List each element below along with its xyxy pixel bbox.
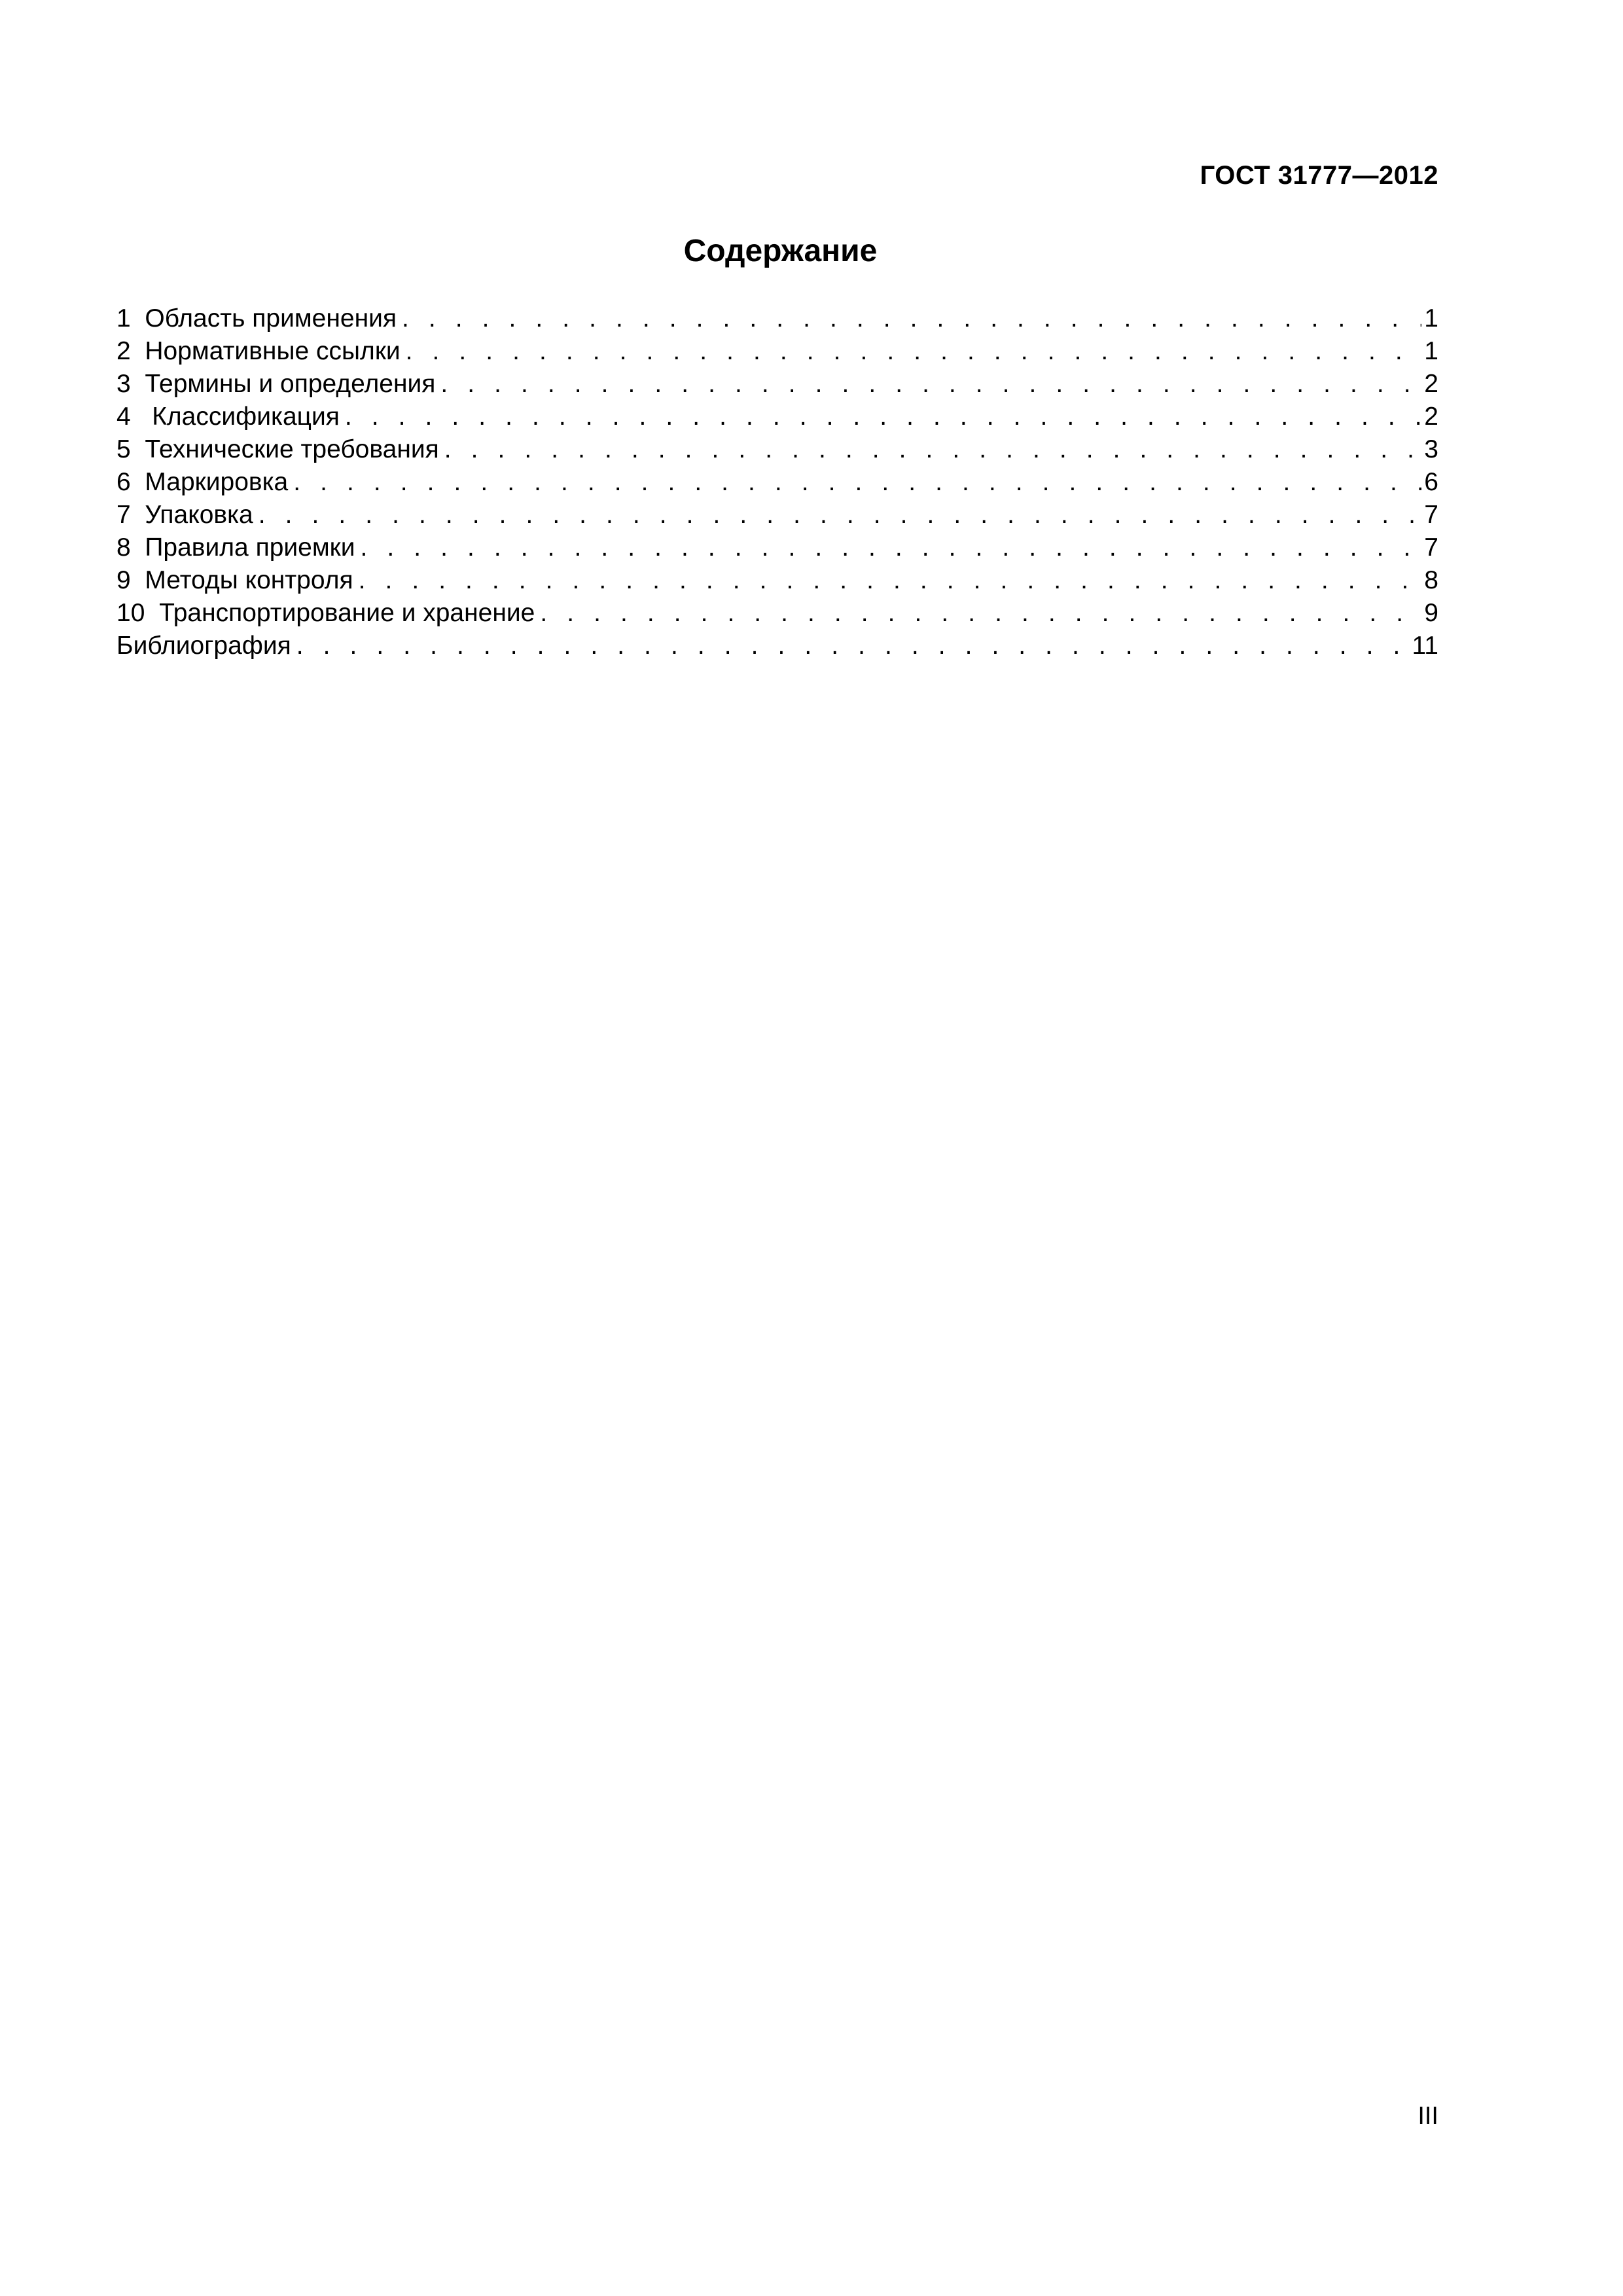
toc-entry-page: 11 [1412,632,1438,660]
toc-entry[interactable] [116,335,1438,368]
toc-dot-leader [444,433,1422,466]
page-number: III [1418,2102,1438,2130]
toc-entry-number: 3 [116,370,145,398]
toc-entry[interactable] [116,368,1438,401]
toc-entry[interactable] [116,531,1438,564]
toc-entry-label: Область применения [145,304,397,332]
toc-entry-page: 7 [1424,533,1438,562]
toc-entry-label: Библиография [116,632,291,660]
toc-entry-label: Правила приемки [145,533,355,562]
toc-dot-leader [402,302,1421,335]
toc-dot-leader [361,531,1422,564]
toc-entry[interactable] [116,499,1438,531]
toc-entry-number: 8 [116,533,145,562]
toc-entry-page: 9 [1424,599,1438,627]
toc-entry-label: Нормативные ссылки [145,337,401,365]
toc-entry-number: 9 [116,566,145,594]
toc-entry-label: Упаковка [145,501,253,529]
toc-dot-leader [440,368,1421,401]
toc-entry[interactable] [116,302,1438,335]
toc-entry[interactable] [116,401,1438,433]
toc-entry-page: 8 [1424,566,1438,594]
toc-entry[interactable] [116,433,1438,466]
toc-entry-number: 10 [116,599,160,627]
toc-entry-number: 2 [116,337,145,365]
toc-dot-leader [293,466,1421,499]
toc-entry-label: Транспортирование и хранение [159,599,535,627]
toc-entry[interactable] [116,630,1438,662]
toc-entry-number: 5 [116,435,145,463]
toc-dot-leader [259,499,1422,531]
toc-dot-leader [540,597,1421,630]
table-of-contents [116,302,1438,662]
toc-entry-number: 7 [116,501,145,529]
toc-entry-label: Методы контроля [145,566,353,594]
toc-entry-page: 2 [1424,370,1438,398]
toc-entry-page: 2 [1424,403,1438,431]
toc-entry-label: Технические требования [145,435,439,463]
toc-entry-label: Классификация [152,403,340,431]
toc-entry-number: 4 [116,403,152,431]
toc-dot-leader [359,564,1422,597]
toc-entry-page: 7 [1424,501,1438,529]
toc-entry[interactable] [116,466,1438,499]
toc-dot-leader [406,335,1422,368]
document-code: ГОСТ 31777—2012 [1200,161,1438,190]
toc-dot-leader [296,630,1410,662]
toc-entry-label: Термины и определения [145,370,436,398]
toc-entry-page: 1 [1424,337,1438,365]
toc-entry-number: 1 [116,304,145,332]
toc-entry-page: 6 [1424,468,1438,496]
toc-dot-leader [345,401,1421,433]
toc-entry[interactable] [116,564,1438,597]
toc-entry-number: 6 [116,468,145,496]
toc-entry-page: 1 [1424,304,1438,332]
toc-title: Содержание [683,234,878,268]
toc-entry-page: 3 [1424,435,1438,463]
toc-entry[interactable] [116,597,1438,630]
toc-entry-label: Маркировка [145,468,289,496]
